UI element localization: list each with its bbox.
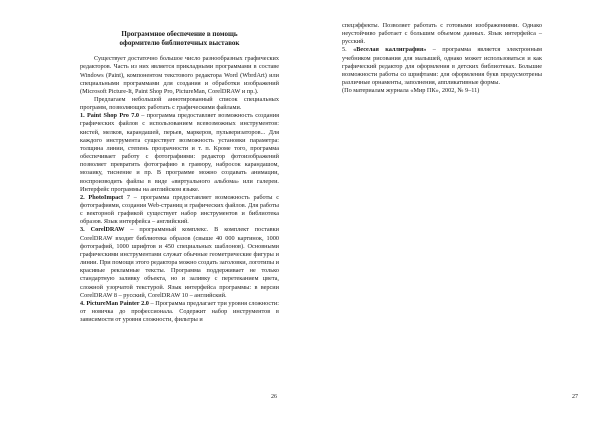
program-description: – Программа предлагает три уровня сложности: от новичка до профессионала. Содержит набор инструментов в зависимости от уровня сложности, фильтры и — [80, 299, 279, 324]
list-item-number: 2. — [80, 193, 85, 201]
program-name: PictureMan Painter 2.0 — [86, 299, 149, 307]
program-name: «Веселая каллиграфия» — [353, 46, 427, 54]
source-note: (По материалам журнала «Мир ПК», 2002, № 9–11) — [342, 87, 480, 95]
program-name: Paint Shop Pro 7.0 — [86, 112, 140, 120]
right-page-text-column — [342, 22, 542, 95]
list-item-paint-shop-pro — [80, 112, 279, 194]
program-description: – программа является электронным учебником рисования для малышей, однако может использоваться и как графический редактор для оформления в детских библиотеках. Большие возможности работы со шрифтами: для оформления букв предусмотрены различные орнаменты, заполнения, аппликативные формы. — [342, 46, 542, 87]
list-item-number: 4. — [80, 299, 85, 307]
continuation-paragraph: спецэффекты. Позволяет работать с готовыми изображениями. Однако неустойчиво работает с большим объемом данных. Язык интерфейса – русский. — [342, 22, 542, 46]
intro-paragraph: Существует достаточно большое число разнообразных графических редакторов. Часть из них является прикладными программами в составе Windows (Paint), компонентом текстового редактора Word (WbrdArt) или специальными программами для создания и обработки изображений (Microsoft Picture-It, Paint Shop Pro, PictureMan, CorelDRAW и пр.). — [80, 55, 279, 95]
program-description: – программный комплекс. В комплект поставки CorelDRAW входит библиотека образов (свыше 40 000 картинок, 1000 фотографий, 1000 шрифтов и 450 специальных шаблонов). Основными графическими инструментами служат обычные геометрические фигуры и линии. При помощи этого редактора можно создать заголовки, логотипы и красивые рекламные тексты. Программа поддерживает не только стандартную заливку объекта, но и заливку с перетеканием цвета, сложной узорчатой текстурой. Язык интерфейса программы: в версии CorelDRAW 8 – русский, CorelDRAW 10 – английский. — [80, 226, 280, 299]
program-description: – программа предоставляет возможность создания графических файлов с использованием всевозможных инструментов: кистей, мелков, карандашей, перьев, маркеров, пульверизаторов... Для каждого инструмента существует возможность установки параметра: толщина линии, степень прозрачности и т. п. Кроме того, программа обеспечивает работу с фотографиями: редактор фотоизображений позволяет превратить фотографию в гравюру, набросок карандашом, мозаику, тиснение и пр. В программе можно создавать анимации, воспроизводить файлы в виде «виртуального альбома» или галереи. Интерфейс программы на английском языке. — [80, 112, 279, 193]
list-item-photoimpact — [80, 194, 279, 227]
article-title — [80, 30, 279, 47]
right-page — [300, 0, 600, 424]
list-item-number: 5. — [342, 46, 347, 54]
program-description: 7 – программа предоставляет возможность работы с фотографиями, создания Web-страниц и графических файлов. Для работы с векторной графикой существует набор инструментов и библиотека образов. Язык интерфейса – английский. — [80, 193, 279, 226]
page-number-right: 27 — [572, 394, 578, 400]
program-name: PhotoImpact — [88, 193, 124, 201]
list-item-number: 1. — [80, 112, 85, 120]
left-page-text-column — [80, 30, 279, 324]
list-item-coreldraw — [80, 226, 279, 299]
list-intro-paragraph: Предлагаем небольшой аннотированный список специальных программ, позволяющих работать с графическими файлами. — [80, 95, 279, 112]
list-item-pictureman-painter — [80, 300, 279, 324]
list-item-number: 3. — [80, 226, 85, 234]
program-name: CorelDRAW — [90, 226, 125, 234]
article-title-line1: Программное обеспечение в помощь — [121, 30, 238, 38]
list-item-vesyolaya-kalligrafiya — [342, 46, 542, 87]
article-title-line2: оформителю библиотечных выставок — [119, 38, 240, 47]
page-number-left: 26 — [271, 394, 277, 400]
